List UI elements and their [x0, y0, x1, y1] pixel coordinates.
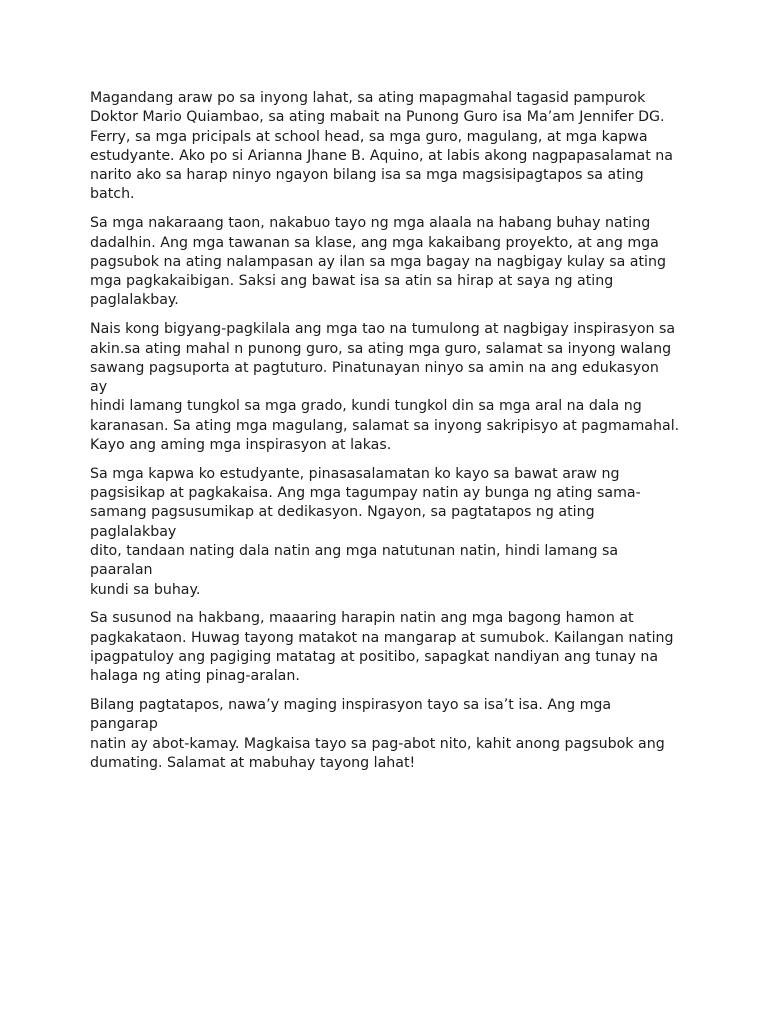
paragraph-classmates: Sa mga kapwa ko estudyante, pinasasalamatan ko kayo sa bawat araw ng pagsisikap at pagkakaisa. Ang mga tagumpay natin ay bunga ng ating sama- samang pagsusumikap at dedikasyon. Ngayon, sa pagtatapos ng ating paglalakbay dito, tandaan nating dala natin ang mga natutunan natin, hindi lamang sa paaralan kundi sa buhay. — [90, 465, 641, 598]
paragraph-next-steps: Sa susunod na hakbang, maaaring harapin natin ang mga bagong hamon at pagkakataon. Huwag tayong matakot na mangarap at sumubok. Kailangan nating ipagpatuloy ang pagiging matatag at positibo, sapagkat nandiyan ang tunay na halaga ng ating pinag-aralan. — [90, 610, 674, 685]
paragraph-greeting: Magandang araw po sa inyong lahat, sa ating mapagmahal tagasid pampurok Doktor Mario Quiambao, sa ating mabait na Punong Guro isa Ma’am Jennifer DG. Ferry, sa mga pricipals at school head, sa mga guro, magulang, at mga kapwa estudyante. Ako po si Arianna Jhane B. Aquino, at labis akong nagpapasalamat na narito ako sa harap ninyo ngayon bilang isa sa mga magsisipagtapos sa ating batch. — [90, 90, 673, 203]
paragraph-acknowledgement: Nais kong bigyang-pagkilala ang mga tao na tumulong at nagbigay inspirasyon sa akin.sa ating mahal n punong guro, sa ating mga guro, salamat sa inyong walang sawang pagsuporta at pagtuturo. Pinatunayan ninyo sa amin na ang edukasyon ay hindi lamang tungkol sa mga grado, kundi tungkol din sa mga aral na dala ng karanasan. Sa ating mga magulang, salamat sa inyong sakripisyo at pagmamahal. Kayo ang aming mga inspirasyon at lakas. — [90, 321, 680, 454]
paragraph-memories: Sa mga nakaraang taon, nakabuo tayo ng mga alaala na habang buhay nating dadalhin. Ang mga tawanan sa klase, ang mga kakaibang proyekto, at ang mga pagsubok na ating nalampasan ay ilan sa mga bagay na nagbigay kulay sa ating mga pagkakaibigan. Saksi ang bawat isa sa atin sa hirap at saya ng ating paglalakbay. — [90, 215, 666, 309]
speech-body — [90, 89, 680, 783]
paragraph-closing: Bilang pagtatapos, nawa’y maging inspirasyon tayo sa isa’t isa. Ang mga pangarap natin ay abot-kamay. Magkaisa tayo sa pag-abot nito, kahit anong pagsubok ang dumating. Salamat at mabuhay tayong lahat! — [90, 697, 665, 771]
